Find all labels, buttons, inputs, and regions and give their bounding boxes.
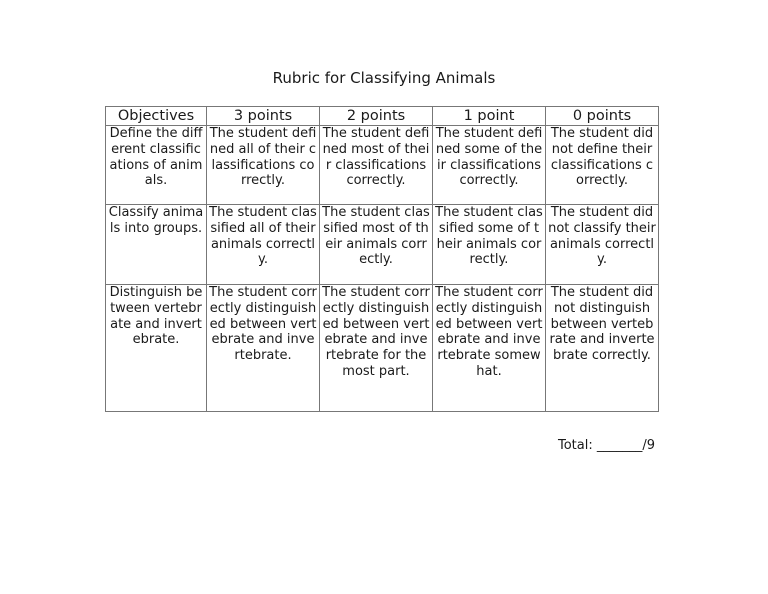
score-3-cell: The student defined all of their classifications correctly. [207,126,320,205]
table-row [106,285,659,412]
score-3-cell: The student correctly distinguished between vertebrate and invertebrate. [207,285,320,412]
score-2-cell: The student correctly distinguished between vertebrate and invertebrate for the most part. [320,285,433,412]
score-2-cell: The student defined most of their classifications correctly. [320,126,433,205]
score-2-cell: The student classified most of their animals correctly. [320,205,433,285]
score-1-cell: The student correctly distinguished between vertebrate and invertebrate somewhat. [433,285,546,412]
header-0-points: 0 points [546,107,659,126]
header-row [106,107,659,126]
header-2-points: 2 points [320,107,433,126]
score-3-cell: The student classified all of their animals correctly. [207,205,320,285]
objective-cell: Classify animals into groups. [106,205,207,285]
score-0-cell: The student did not distinguish between vertebrate and invertebrate correctly. [546,285,659,412]
objective-cell: Define the different classifications of animals. [106,126,207,205]
rubric-table [105,106,659,412]
header-objectives: Objectives [106,107,207,126]
table-row [106,126,659,205]
score-1-cell: The student classified some of their animals correctly. [433,205,546,285]
table-row [106,205,659,285]
header-1-point: 1 point [433,107,546,126]
total-score: Total: _______/9 [558,438,656,453]
objective-cell: Distinguish between vertebrate and invertebrate. [106,285,207,412]
header-3-points: 3 points [207,107,320,126]
score-1-cell: The student defined some of their classifications correctly. [433,126,546,205]
score-0-cell: The student did not define their classifications correctly. [546,126,659,205]
score-0-cell: The student did not classify their animals correctly. [546,205,659,285]
page-title: Rubric for Classifying Animals [272,69,496,87]
